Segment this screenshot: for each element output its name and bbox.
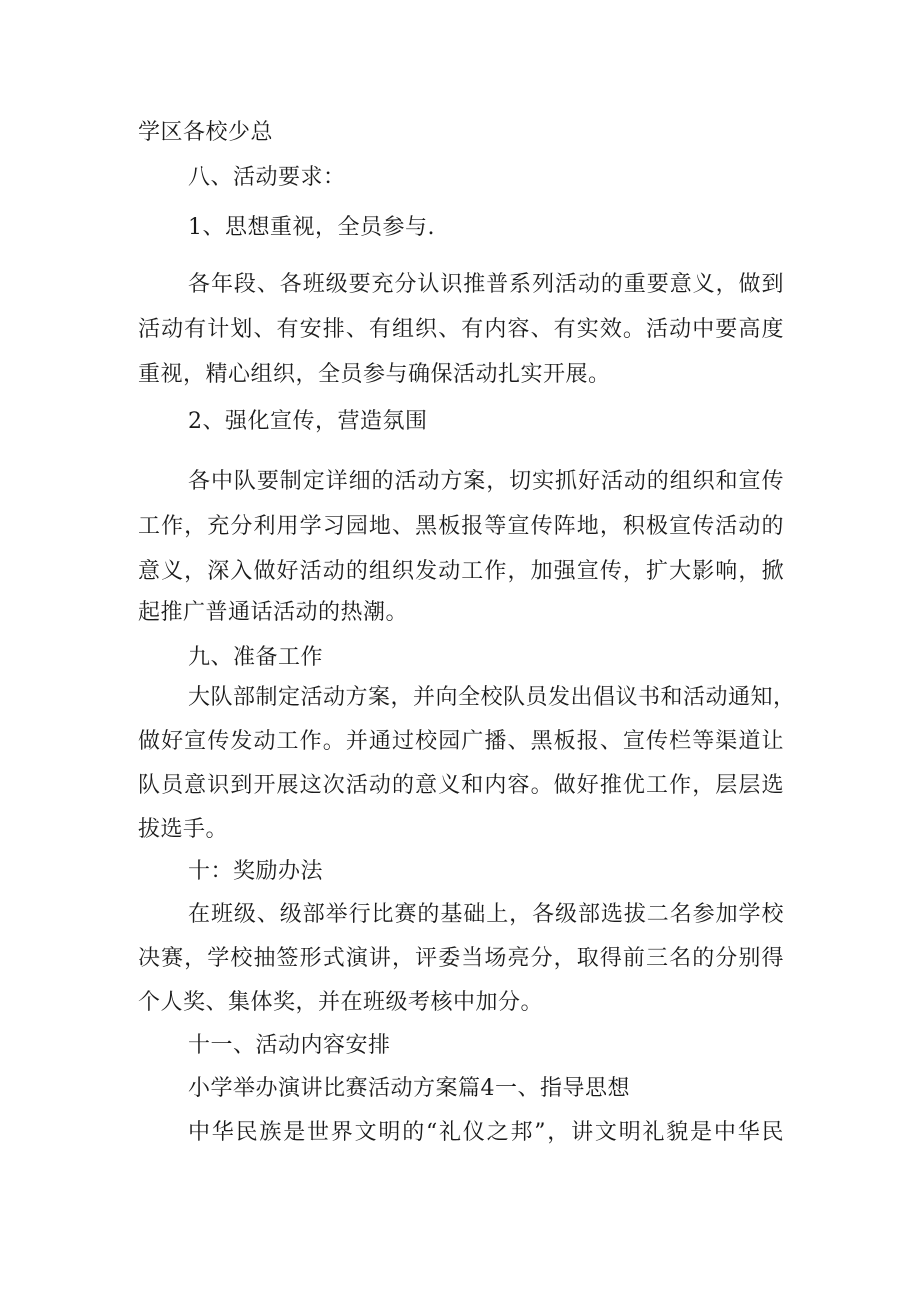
paragraph-line: 工作，充分利用学习园地、黑板报等宣传阵地，积极宣传活动的 bbox=[138, 514, 784, 539]
section-heading-preparation: 九、准备工作 bbox=[188, 645, 324, 670]
paragraph-line: 各年段、各班级要充分认识推普系列活动的重要意义，做到 bbox=[188, 272, 784, 297]
section-heading-activity-content: 十一、活动内容安排 bbox=[188, 1033, 391, 1058]
paragraph-line: 做好宣传发动工作。并通过校园广播、黑板报、宣传栏等渠道让 bbox=[138, 729, 784, 754]
paragraph-line: 起推广普通话活动的热潮。 bbox=[138, 600, 409, 625]
subheading-1: 1、思想重视，全员参与. bbox=[188, 215, 435, 240]
paragraph-line: 个人奖、集体奖，并在班级考核中加分。 bbox=[138, 990, 544, 1015]
paragraph-line: 拔选手。 bbox=[138, 817, 229, 842]
paragraph-line: 决赛，学校抽签形式演讲，评委当场亮分，取得前三名的分别得 bbox=[138, 946, 784, 971]
section-heading-activity-requirements: 八、活动要求： bbox=[188, 165, 346, 190]
paragraph-line: 大队部制定活动方案，并向全校队员发出倡议书和活动通知， bbox=[188, 685, 796, 710]
paragraph-line: 在班级、级部举行比赛的基础上，各级部选拔二名参加学校 bbox=[188, 902, 784, 927]
section-heading-rewards: 十：奖励办法 bbox=[188, 859, 324, 884]
paragraph-line: 各中队要制定详细的活动方案，切实抓好活动的组织和宣传 bbox=[188, 469, 784, 494]
paragraph-line: 意义，深入做好活动的组织发动工作，加强宣传，扩大影响，掀 bbox=[138, 559, 784, 584]
subheading-2: 2、强化宣传，营造氛围 bbox=[188, 409, 428, 434]
paragraph-line: 中华民族是世界文明的“礼仪之邦”，讲文明礼貌是中华民 bbox=[188, 1120, 784, 1145]
paragraph-line: 活动有计划、有安排、有组织、有内容、有实效。活动中要高度 bbox=[138, 317, 784, 342]
paragraph-line: 队员意识到开展这次活动的意义和内容。做好推优工作，层层选 bbox=[138, 773, 784, 798]
paragraph-line: 重视，精心组织，全员参与确保活动扎实开展。 bbox=[138, 362, 611, 387]
text-line-continuation: 学区各校少总 bbox=[138, 120, 274, 145]
article-title-line: 小学举办演讲比赛活动方案篇4一、指导思想 bbox=[188, 1076, 630, 1101]
